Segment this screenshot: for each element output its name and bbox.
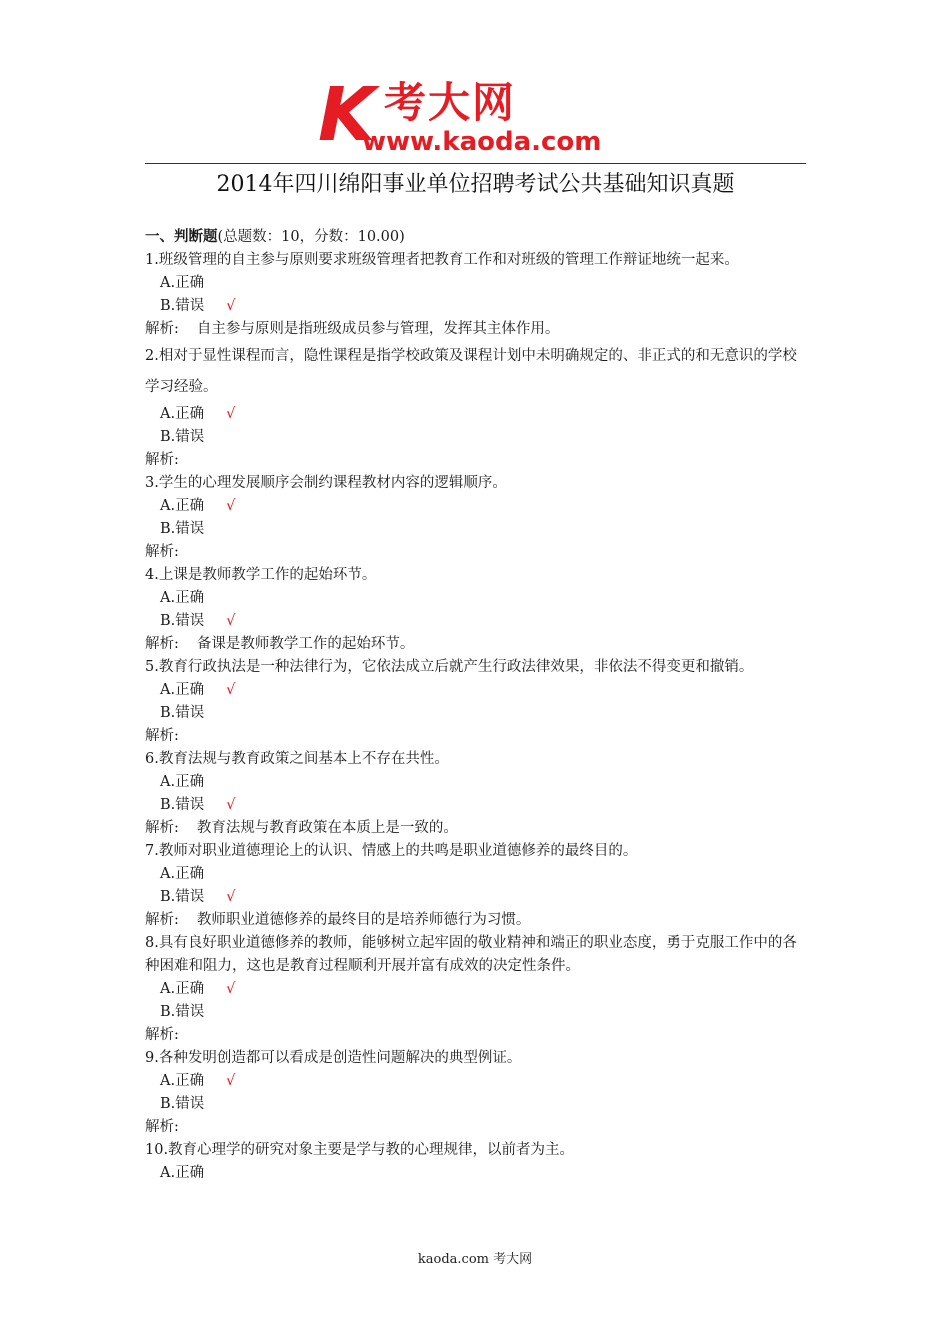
section-label: 一、判断题 <box>145 228 218 245</box>
answer-option <box>145 1001 810 1024</box>
answer-option <box>145 702 810 725</box>
answer-option <box>145 1070 810 1093</box>
question-item <box>145 472 810 564</box>
correct-check-icon: √ <box>226 889 236 905</box>
explanation-text: 教育法规与教育政策在本质上是一致的。 <box>196 820 458 836</box>
answer-option <box>145 863 810 886</box>
explanation-label: 解析: <box>145 912 179 928</box>
answer-option <box>145 403 810 426</box>
answer-option <box>145 426 810 449</box>
option-label: B.错误 <box>160 298 205 314</box>
explanation-label: 解析: <box>145 820 179 836</box>
question-item <box>145 656 810 748</box>
option-label: B.错误 <box>160 613 205 629</box>
option-label: A.正确 <box>160 981 205 997</box>
question-item <box>145 341 810 472</box>
option-label: B.错误 <box>160 521 205 537</box>
answer-option <box>145 495 810 518</box>
option-label: B.错误 <box>160 889 205 905</box>
page-title: 2014年四川绵阳事业单位招聘考试公共基础知识真题 <box>216 172 735 197</box>
question-item <box>145 748 810 840</box>
question-text: 9.各种发明创造都可以看成是创造性问题解决的典型例证。 <box>145 1050 522 1066</box>
explanation-row <box>145 817 810 840</box>
correct-check-icon: √ <box>226 682 236 698</box>
explanation-label: 解析: <box>145 452 179 468</box>
answer-option <box>145 679 810 702</box>
explanation-label: 解析: <box>145 1027 179 1043</box>
section-heading <box>145 225 810 249</box>
question-item <box>145 249 810 341</box>
option-label: A.正确 <box>160 1165 205 1181</box>
question-list <box>145 249 810 1185</box>
question-item <box>145 840 810 932</box>
option-label: B.错误 <box>160 705 205 721</box>
answer-option <box>145 518 810 541</box>
explanation-row <box>145 318 810 341</box>
question-text: 8.具有良好职业道德修养的教师，能够树立起牢固的敬业精神和端正的职业态度，勇于克服工作中的各种困难和阻力，这也是教育过程顺利开展并富有成效的决定性条件。 <box>145 935 797 974</box>
explanation-label: 解析: <box>145 321 179 337</box>
option-label: B.错误 <box>160 797 205 813</box>
question-item <box>145 1047 810 1139</box>
explanation-text: 备课是教师教学工作的起始环节。 <box>196 636 415 652</box>
explanation-row <box>145 541 810 564</box>
explanation-text: 教师职业道德修养的最终目的是培养师德行为习惯。 <box>196 912 531 928</box>
explanation-text: 自主参与原则是指班级成员参与管理，发挥其主体作用。 <box>196 321 560 337</box>
page-footer: kaoda.com 考大网 <box>417 1252 533 1267</box>
option-label: A.正确 <box>160 590 205 606</box>
option-label: A.正确 <box>160 406 205 422</box>
answer-option <box>145 1093 810 1116</box>
option-label: A.正确 <box>160 1073 205 1089</box>
question-item <box>145 932 810 1047</box>
answer-option <box>145 587 810 610</box>
answer-option <box>145 794 810 817</box>
explanation-label: 解析: <box>145 636 179 652</box>
question-text: 3.学生的心理发展顺序会制约课程教材内容的逻辑顺序。 <box>145 475 507 491</box>
question-text: 6.教育法规与教育政策之间基本上不存在共性。 <box>145 751 449 767</box>
option-label: A.正确 <box>160 498 205 514</box>
question-text: 2.相对于显性课程而言，隐性课程是指学校政策及课程计划中未明确规定的、非正式的和无意识的学校学习经验。 <box>145 348 797 395</box>
option-label: A.正确 <box>160 682 205 698</box>
correct-check-icon: √ <box>226 298 236 314</box>
answer-option <box>145 610 810 633</box>
correct-check-icon: √ <box>226 498 236 514</box>
correct-check-icon: √ <box>226 1073 236 1089</box>
logo-url-text: www.kaoda.com <box>362 127 602 157</box>
section-info: (总题数：10，分数：10.00) <box>217 229 405 245</box>
document-body <box>145 225 810 1185</box>
kaoda-logo <box>318 72 648 160</box>
explanation-row <box>145 449 810 472</box>
correct-check-icon: √ <box>226 613 236 629</box>
answer-option <box>145 771 810 794</box>
option-label: B.错误 <box>160 1096 205 1112</box>
option-label: A.正确 <box>160 866 205 882</box>
answer-option <box>145 978 810 1001</box>
explanation-label: 解析: <box>145 1119 179 1135</box>
correct-check-icon: √ <box>226 797 236 813</box>
explanation-label: 解析: <box>145 728 179 744</box>
question-text: 5.教育行政执法是一种法律行为，它依法成立后就产生行政法律效果，非依法不得变更和撤销。 <box>145 659 754 675</box>
answer-option <box>145 272 810 295</box>
explanation-row <box>145 633 810 656</box>
option-label: A.正确 <box>160 275 205 291</box>
explanation-row <box>145 909 810 932</box>
question-text: 7.教师对职业道德理论上的认识、情感上的共鸣是职业道德修养的最终目的。 <box>145 843 638 859</box>
question-item <box>145 1139 810 1185</box>
option-label: B.错误 <box>160 1004 205 1020</box>
answer-option <box>145 886 810 909</box>
question-text: 10.教育心理学的研究对象主要是学与教的心理规律，以前者为主。 <box>145 1142 575 1158</box>
explanation-label: 解析: <box>145 544 179 560</box>
question-text: 4.上课是教师教学工作的起始环节。 <box>145 567 377 583</box>
question-text: 1.班级管理的自主参与原则要求班级管理者把教育工作和对班级的管理工作辩证地统一起来。 <box>145 252 739 268</box>
answer-option <box>145 295 810 318</box>
logo-k-mark: K <box>318 72 376 158</box>
option-label: B.错误 <box>160 429 205 445</box>
logo-brand-text: 考大网 <box>384 78 517 127</box>
correct-check-icon: √ <box>226 981 236 997</box>
answer-option <box>145 1162 810 1185</box>
question-item <box>145 564 810 656</box>
explanation-row <box>145 1024 810 1047</box>
header-divider <box>145 163 806 164</box>
option-label: A.正确 <box>160 774 205 790</box>
explanation-row <box>145 1116 810 1139</box>
correct-check-icon: √ <box>226 406 236 422</box>
explanation-row <box>145 725 810 748</box>
